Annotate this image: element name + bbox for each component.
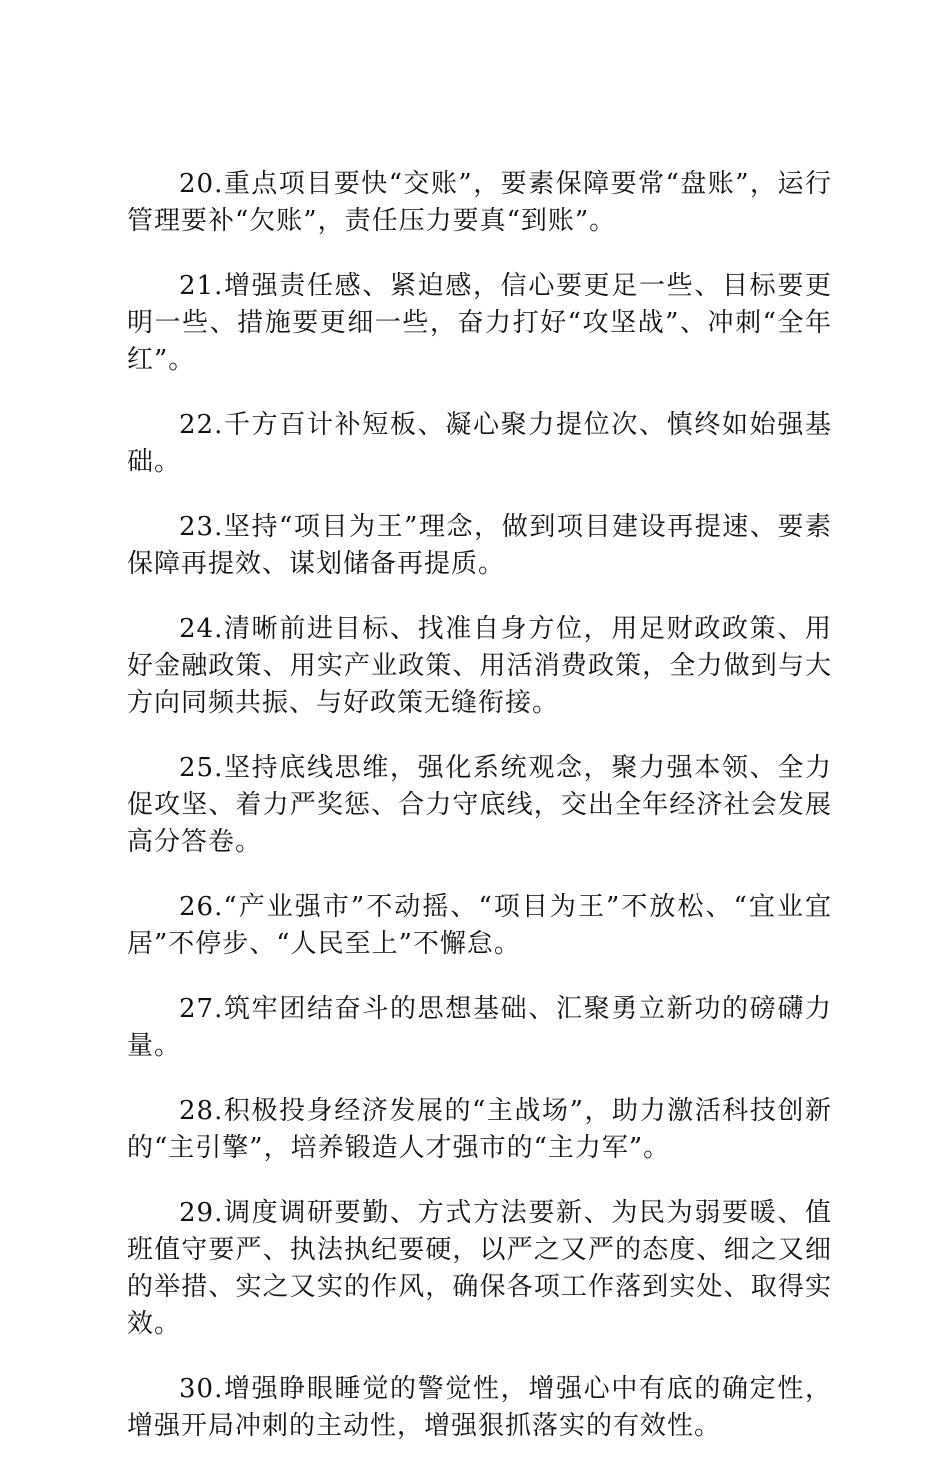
paragraph-22: 22.千方百计补短板、凝心聚力提位次、慎终如始强基础。 <box>127 410 832 477</box>
document-page <box>127 166 832 1473</box>
paragraph-20: 20.重点项目要快“交账”，要素保障要常“盘账”，运行管理要补“欠账”，责任压力要真“到账”。 <box>127 169 832 236</box>
paragraph-26: 26.“产业强市”不动摇、“项目为王”不放松、“宜业宜居”不停步、“人民至上”不懈怠。 <box>127 892 832 959</box>
paragraph-27: 27.筑牢团结奋斗的思想基础、汇聚勇立新功的磅礴力量。 <box>127 994 832 1061</box>
paragraph-30: 30.增强睁眼睡觉的警觉性，增强心中有底的确定性，增强开局冲刺的主动性，增强狠抓落实的有效性。 <box>127 1374 832 1441</box>
paragraph-28: 28.积极投身经济发展的“主战场”，助力激活科技创新的“主引擎”，培养锻造人才强市的“主力军”。 <box>127 1096 832 1163</box>
paragraph-21: 21.增强责任感、紧迫感，信心要更足一些、目标要更明一些、措施要更细一些，奋力打好“攻坚战”、冲刺“全年红”。 <box>127 271 832 375</box>
paragraph-24: 24.清晰前进目标、找准自身方位，用足财政政策、用好金融政策、用实产业政策、用活消费政策，全力做到与大方向同频共振、与好政策无缝衔接。 <box>127 614 832 718</box>
paragraph-23: 23.坚持“项目为王”理念，做到项目建设再提速、要素保障再提效、谋划储备再提质。 <box>127 512 832 579</box>
paragraph-25: 25.坚持底线思维，强化系统观念，聚力强本领、全力促攻坚、着力严奖惩、合力守底线，交出全年经济社会发展高分答卷。 <box>127 753 832 857</box>
paragraph-29: 29.调度调研要勤、方式方法要新、为民为弱要暖、值班值守要严、执法执纪要硬，以严之又严的态度、细之又细的举措、实之又实的作风，确保各项工作落到实处、取得实效。 <box>127 1198 832 1339</box>
